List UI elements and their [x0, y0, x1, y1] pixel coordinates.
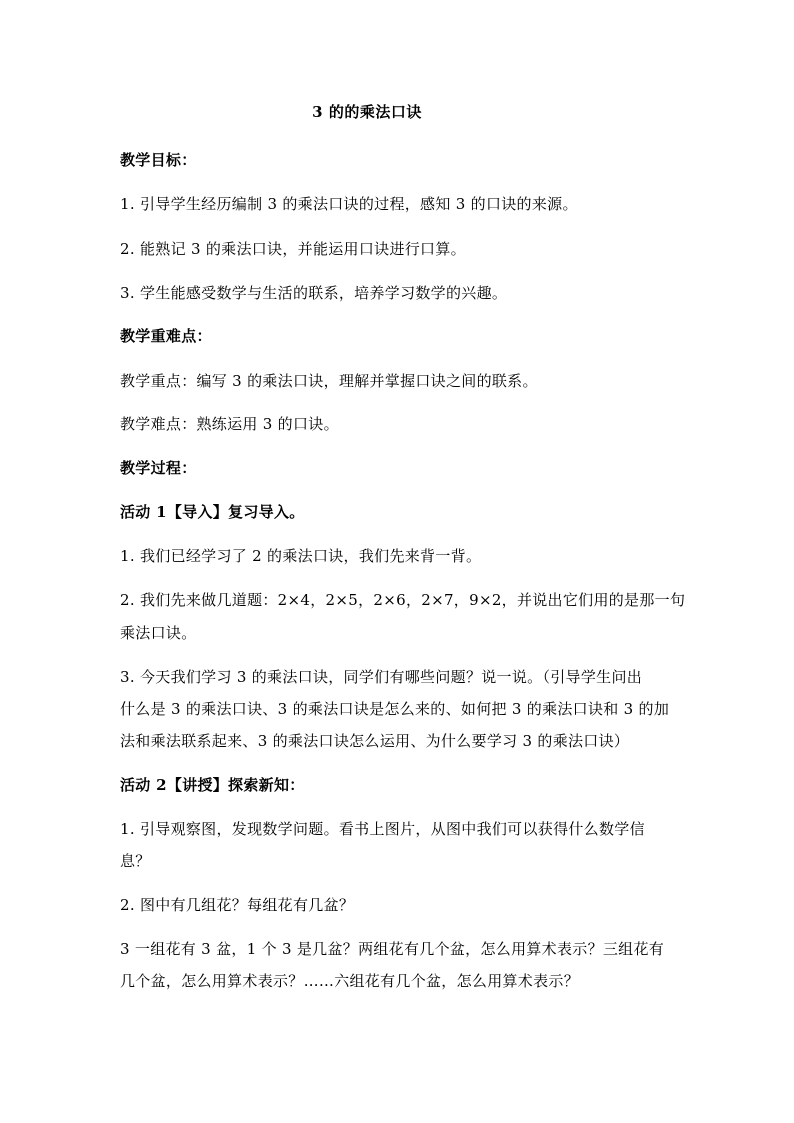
activity-2-step-2: 2. 图中有几组花？每组花有几盆？: [120, 896, 355, 914]
activity-2-step-1-cont: 息？: [120, 852, 151, 870]
key-point-difficulty: 教学难点：熟练运用 3 的口诀。: [120, 415, 339, 433]
activity-1-step-1: 1. 我们已经学习了 2 的乘法口诀，我们先来背一背。: [120, 547, 482, 565]
activity-1-step-3-cont-1: 什么是 3 的乘法口诀、3 的乘法口诀是怎么来的、如何把 3 的乘法口诀和 3 的加: [120, 700, 670, 718]
document-title: 3 的的乘法口诀: [312, 103, 422, 121]
activity-1-step-2: 2. 我们先来做几道题：2×4，2×5，2×6，2×7，9×2，并说出它们用的是那一句: [120, 591, 686, 609]
activity-2-heading: 活动 2【讲授】探索新知：: [120, 776, 305, 794]
section-heading-process: 教学过程：: [120, 459, 197, 477]
section-heading-key-points: 教学重难点：: [120, 327, 212, 345]
key-point-focus: 教学重点：编写 3 的乘法口诀，理解并掌握口诀之间的联系。: [120, 372, 538, 390]
activity-1-step-2-cont: 乘法口诀。: [120, 624, 197, 642]
activity-1-step-3: 3. 今天我们学习 3 的乘法口诀，同学们有哪些问题？说一说。（引导学生问出: [120, 668, 643, 686]
objective-item-1: 1. 引导学生经历编制 3 的乘法口诀的过程，感知 3 的口诀的来源。: [120, 195, 578, 213]
objective-item-2: 2. 能熟记 3 的乘法口诀，并能运用口诀进行口算。: [120, 240, 466, 258]
section-heading-objectives: 教学目标：: [120, 151, 197, 169]
activity-2-step-1: 1. 引导观察图，发现数学问题。看书上图片，从图中我们可以获得什么数学信: [120, 820, 645, 838]
activity-1-step-3-cont-2: 法和乘法联系起来、3 的乘法口诀怎么运用、为什么要学习 3 的乘法口诀）: [120, 732, 630, 750]
activity-2-step-3: 3 一组花有 3 盆，1 个 3 是几盆？两组花有几个盆，怎么用算术表示？三组花有: [120, 940, 665, 958]
activity-2-step-3-cont: 几个盆，怎么用算术表示？……六组花有几个盆，怎么用算术表示？: [120, 972, 580, 990]
objective-item-3: 3. 学生能感受数学与生活的联系，培养学习数学的兴趣。: [120, 284, 508, 302]
activity-1-heading: 活动 1【导入】复习导入。: [120, 503, 305, 521]
